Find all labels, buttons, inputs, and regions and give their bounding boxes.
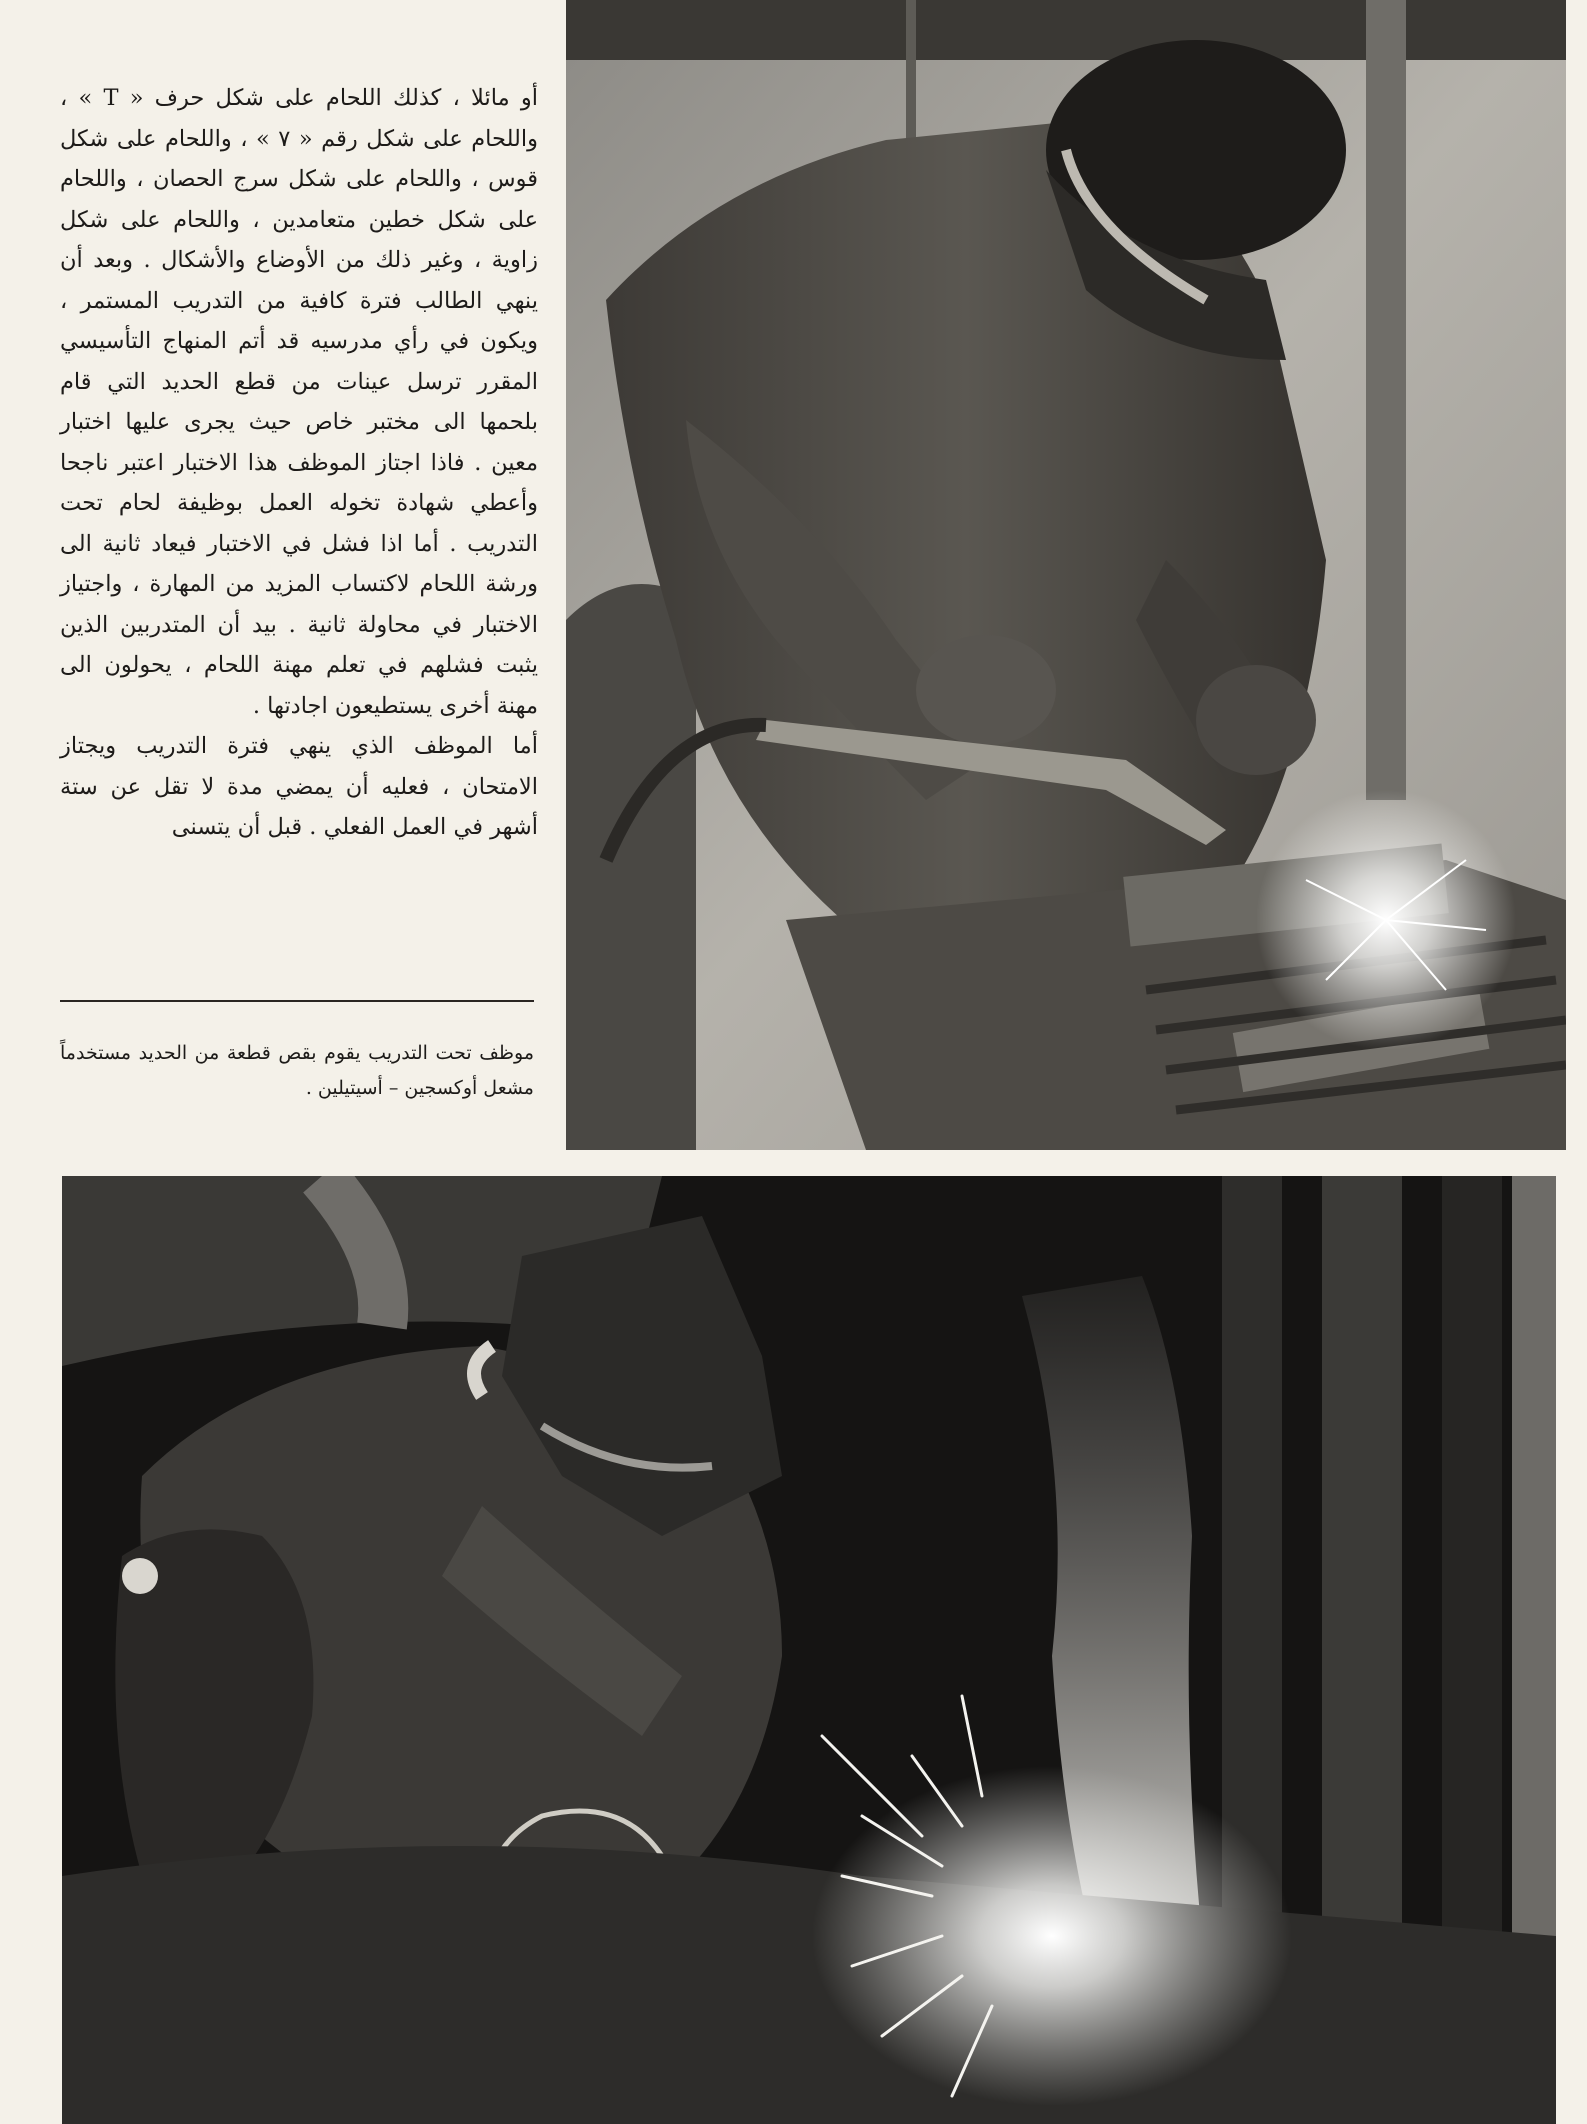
article-paragraph-1: أو مائلا ، كذلك اللحام على شكل حرف « T » ، واللحام على شكل رقم « ٧ » ، واللحام على شكل قوس ، واللحام على شكل سرج الحصان ، واللحام على شكل خطين متعامدين ، واللحام على شكل زاوية ، وغير ذلك من الأوضاع والأشكال . وبعد أن ينهي الطالب فترة كافية من التدريب المستمر ، ويكون في رأي مدرسيه قد أتم المنهاج التأسيسي المقرر ترسل عينات من قطع الحديد التي قام بلحمها الى مختبر خاص حيث يجرى عليها اختبار معين . فاذا اجتاز الموظف هذا الاختبار اعتبر ناجحا وأعطي شهادة تخوله العمل بوظيفة لحام تحت التدريب . أما اذا فشل في الاختبار فيعاد ثانية الى ورشة اللحام لاكتساب المزيد من المهارة ، واجتياز الاختبار في محاولة ثانية . بيد أن المتدربين الذين يثبت فشلهم في تعلم مهنة اللحام ، يحولون الى مهنة أخرى يستطيعون اجادتها . — [60, 85, 538, 719]
photo-arc-welding — [62, 1176, 1556, 2124]
torch-cutting-illustration — [566, 0, 1566, 1150]
article-paragraph-2: أما الموظف الذي ينهي فترة التدريب ويجتاز الامتحان ، فعليه أن يمضي مدة لا تقل عن ستة أشهر في العمل الفعلي . قبل أن يتسنى — [60, 733, 538, 840]
caption-divider — [60, 1000, 534, 1002]
arc-welding-illustration — [62, 1176, 1556, 2124]
article-body — [60, 78, 538, 848]
photo-torch-cutting — [566, 0, 1566, 1150]
photo-caption: موظف تحت التدريب يقوم بقص قطعة من الحديد مستخدماً مشعل أوكسجين – أسيتيلين . — [60, 1042, 534, 1099]
